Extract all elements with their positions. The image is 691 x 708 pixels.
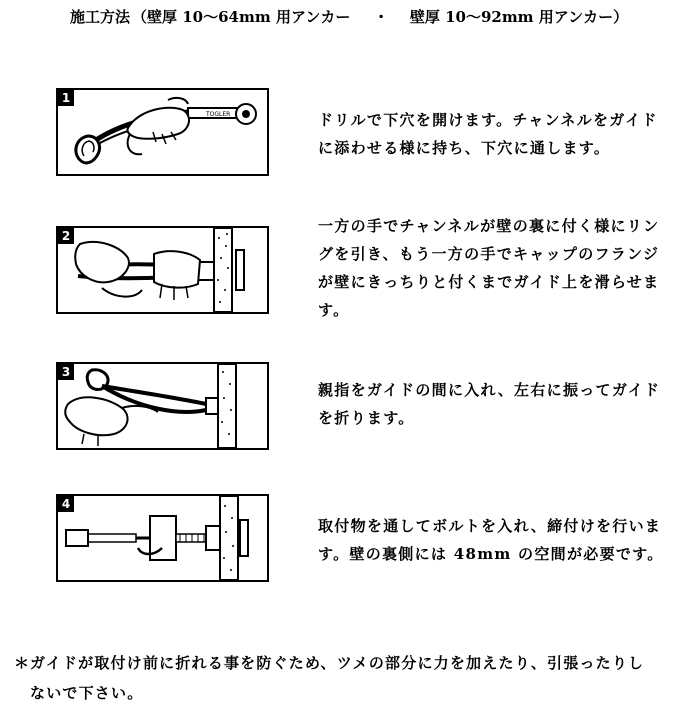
step-3-illustration (56, 362, 269, 450)
step-4-illustration (56, 494, 269, 582)
step-4-line: す。壁の裏側には 48mm の空間が必要です。 (318, 545, 664, 563)
step-2-line: グを引き、もう一方の手でキャップのフランジ (318, 245, 660, 263)
title-part1: （壁厚 10〜64mm 用アンカー (132, 8, 351, 26)
caution-note (14, 648, 674, 708)
slide-cap-wall-icon (58, 228, 267, 312)
step-1-illustration (56, 88, 269, 176)
step-4-line: 取付物を通してボルトを入れ、締付けを行いま (318, 517, 662, 535)
step-1-text (318, 106, 668, 162)
step-2-text (318, 212, 668, 324)
step-3-number: 3 (58, 364, 74, 380)
note-line-2: ないで下さい。 (30, 684, 144, 702)
bolt-fixture-icon (58, 496, 267, 580)
step-3-line: を折ります。 (318, 409, 415, 427)
step-3-line: 親指をガイドの間に入れ、左右に振ってガイド (318, 381, 661, 399)
svg-text:TOGLER: TOGLER (206, 111, 231, 118)
note-marker: ＊ (14, 654, 31, 672)
step-2-line: す。 (318, 301, 350, 319)
step-2-line: が壁にきっちりと付くまでガイド上を滑らせま (318, 273, 660, 291)
step-3-text (318, 376, 668, 432)
step-4-number: 4 (58, 496, 74, 512)
step-1-line: に添わせる様に持ち、下穴に通します。 (318, 139, 611, 157)
note-line-1: ガイドが取付け前に折れる事を防ぐため、ツメの部分に力を加えたり、引張ったりし (30, 654, 645, 672)
step-2-line: 一方の手でチャンネルが壁の裏に付く様にリン (318, 217, 660, 235)
step-1-number: 1 (58, 90, 74, 106)
drill-anchor-hand-icon (58, 90, 267, 174)
page-title (70, 6, 630, 27)
step-2-number: 2 (58, 228, 74, 244)
step-2-illustration (56, 226, 269, 314)
title-separator: ・ (373, 8, 389, 26)
title-part2: 壁厚 10〜92mm 用アンカー） (409, 8, 629, 26)
title-method: 施工方法 (70, 8, 131, 26)
step-1-line: ドリルで下穴を開けます。チャンネルをガイド (318, 111, 658, 129)
step-4-text (318, 512, 668, 568)
snap-guide-icon (58, 364, 267, 448)
